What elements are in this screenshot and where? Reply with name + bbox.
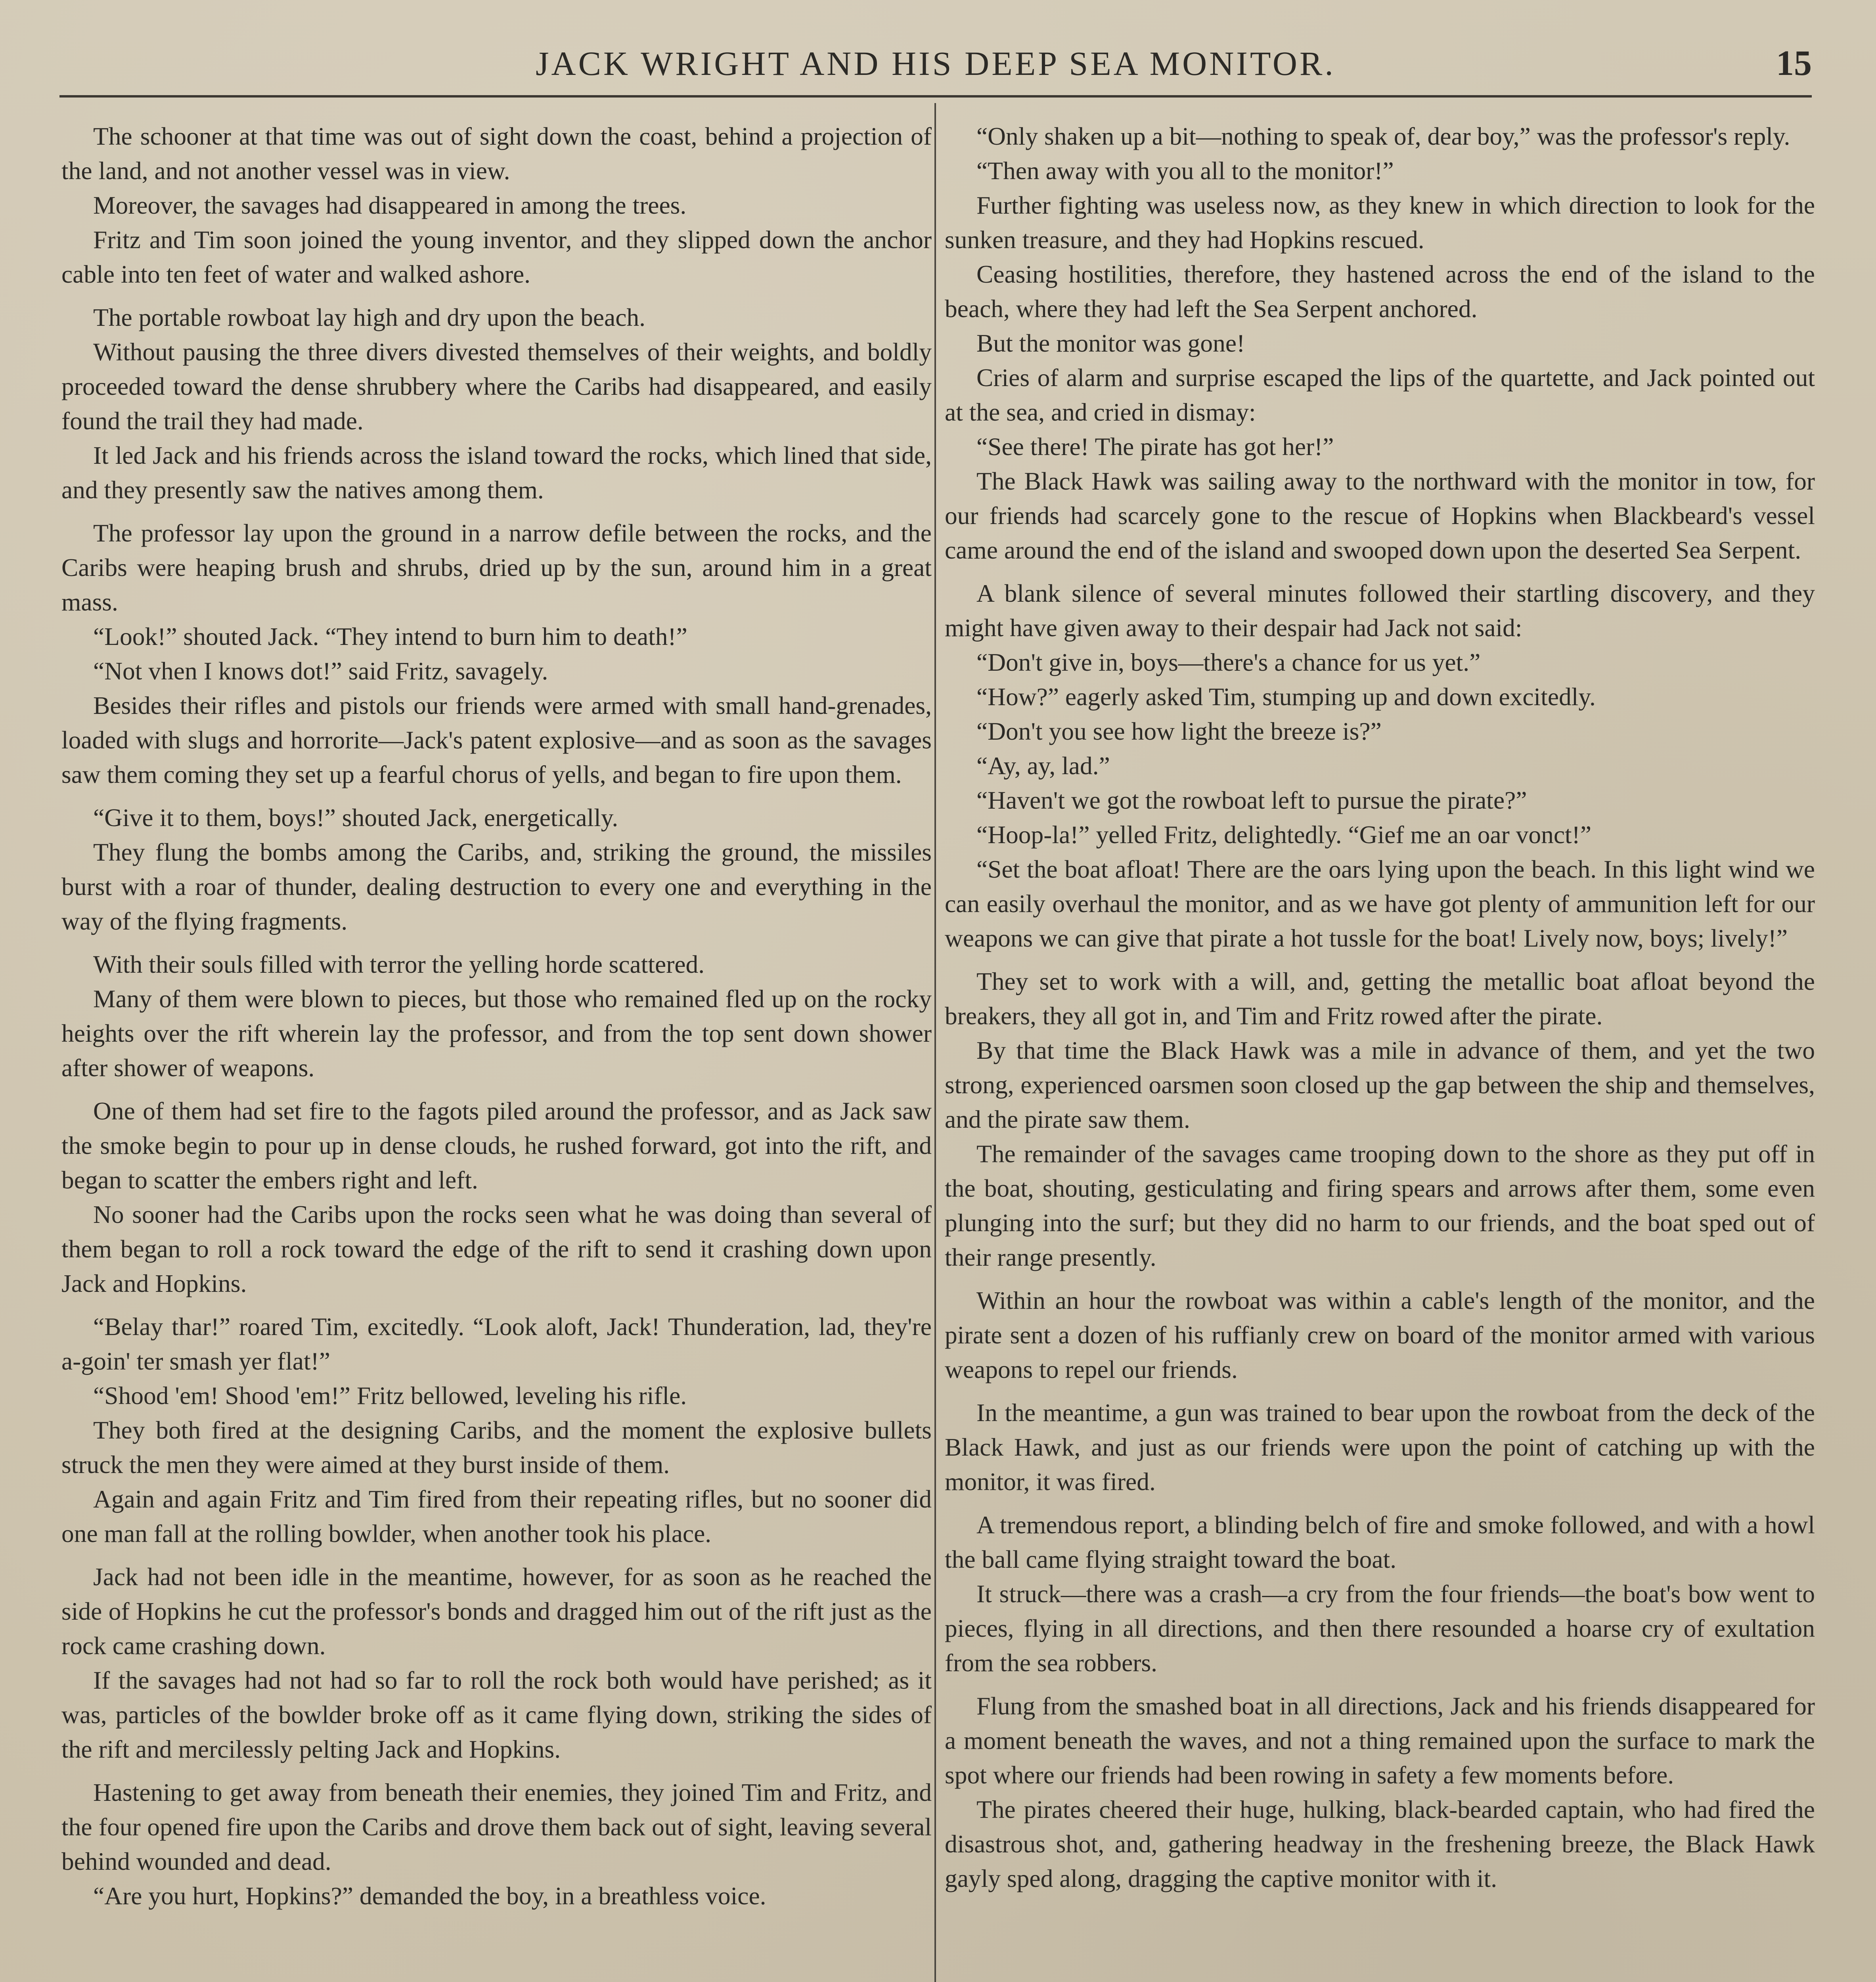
paragraph: Flung from the smashed boat in all directions, Jack and his friends disappeared for a moment beneath the waves, and not a thing remained upon the surface to mark the spot where our friends had been rowing in safety a few moments before. [945,1692,1815,1789]
paragraph: The remainder of the savages came trooping down to the shore as they put off in the boat, shouting, gesticulating and firing spears and arrows after them, some even plunging into the surf; but they did no harm to our friends, and the boat sped out of their range presently. [945,1140,1815,1271]
page-number: 15 [1776,44,1812,83]
paragraph: Ceasing hostilities, therefore, they hastened across the end of the island to the beach, where they had left the Sea Serpent anchored. [945,260,1815,323]
paragraph: The pirates cheered their huge, hulking, black-bearded captain, who had fired the disastrous shot, and, gathering headway in the freshening breeze, the Black Hawk gayly sped along, dragging the captive monitor with it. [945,1795,1815,1892]
paragraph: In the meantime, a gun was trained to bear upon the rowboat from the deck of the Black Hawk, and just as our friends were upon the point of catching up with the monitor, it was fired. [945,1398,1815,1496]
paragraph: By that time the Black Hawk was a mile in advance of them, and yet the two strong, experienced oarsmen soon closed up the gap between the ship and themselves, and the pirate saw them. [945,1036,1815,1133]
paragraph: “Look!” shouted Jack. “They intend to burn him to death!” [93,622,687,650]
paragraph: The professor lay upon the ground in a narrow defile between the rocks, and the Caribs were heaping brush and shrubs, dried up by the sun, around him in a great mass. [61,519,932,616]
paragraph: They flung the bombs among the Caribs, and, striking the ground, the missiles burst with a roar of thunder, dealing destruction to every one and everything in the way of the flying fragments. [61,838,932,935]
right-column [945,119,1815,1982]
column-divider [934,103,936,1982]
paragraph: “Give it to them, boys!” shouted Jack, energetically. [93,804,618,832]
paragraph: “See there! The pirate has got her!” [976,432,1334,461]
paragraph: They both fired at the designing Caribs, and the moment the explosive bullets struck the men they were aimed at they burst inside of them. [61,1416,932,1479]
paragraph: Many of them were blown to pieces, but those who remained fled up on the rocky heights over the rift wherein lay the professor, and from the top sent down shower after shower of weapons. [61,985,932,1082]
paragraph: “Don't give in, boys—there's a chance for us yet.” [976,648,1481,676]
paragraph: Moreover, the savages had disappeared in among the trees. [93,191,687,219]
paragraph: “Haven't we got the rowboat left to pursue the pirate?” [976,786,1527,814]
paragraph: If the savages had not had so far to roll the rock both would have perished; as it was, particles of the bowlder broke off as it came flying down, striking the sides of the rift and mercilessly pelting Jack and Hopkins. [61,1666,932,1763]
paragraph: “Hoop-la!” yelled Fritz, delightedly. “Gief me an oar vonct!” [976,821,1592,849]
paragraph: The schooner at that time was out of sight down the coast, behind a projection of the land, and not another vessel was in view. [61,122,932,185]
paragraph: But the monitor was gone! [976,329,1245,357]
paragraph: “Belay thar!” roared Tim, excitedly. “Look aloft, Jack! Thunderation, lad, they're a-goin' ter smash yer flat!” [61,1312,932,1375]
paragraph: It struck—there was a crash—a cry from the four friends—the boat's bow went to pieces, flying in all directions, and then there resounded a hoarse cry of exultation from the sea robbers. [945,1580,1815,1677]
paragraph: “Only shaken up a bit—nothing to speak of, dear boy,” was the professor's reply. [976,122,1790,150]
paragraph: A blank silence of several minutes followed their startling discovery, and they might have given away to their despair had Jack not said: [945,579,1815,642]
paragraph: “Set the boat afloat! There are the oars lying upon the beach. In this light wind we can easily overhaul the monitor, and as we have got plenty of ammunition left for our weapons we can give that pirate a hot tussle for the boat! Lively now, boys; lively!” [945,855,1815,952]
paragraph: Jack had not been idle in the meantime, however, for as soon as he reached the side of Hopkins he cut the professor's bonds and dragged him out of the rift just as the rock came crashing down. [61,1563,932,1660]
paragraph: The portable rowboat lay high and dry upon the beach. [93,303,646,331]
running-title: JACK WRIGHT AND HIS DEEP SEA MONITOR. [536,44,1336,82]
paragraph: Without pausing the three divers divested themselves of their weights, and boldly proceeded toward the dense shrubbery where the Caribs had disappeared, and easily found the trail they had made. [61,338,932,435]
paragraph: Cries of alarm and surprise escaped the lips of the quartette, and Jack pointed out at the sea, and cried in dismay: [945,363,1815,426]
paragraph: Fritz and Tim soon joined the young inventor, and they slipped down the anchor cable into ten feet of water and walked ashore. [61,226,932,288]
left-column [61,119,932,1982]
paragraph: Within an hour the rowboat was within a cable's length of the monitor, and the pirate sent a dozen of his ruffianly crew on board of the monitor armed with various weapons to repel our friends. [945,1286,1815,1383]
paragraph: One of them had set fire to the fagots piled around the professor, and as Jack saw the smoke begin to pour up in dense clouds, he rushed forward, got into the rift, and began to scatter the embers right and left. [61,1097,932,1194]
paragraph: “Shood 'em! Shood 'em!” Fritz bellowed, leveling his rifle. [93,1381,687,1410]
paragraph: It led Jack and his friends across the island toward the rocks, which lined that side, and they presently saw the natives among them. [61,441,932,504]
paragraph: “Then away with you all to the monitor!” [976,157,1394,185]
page-header [59,36,1812,98]
paragraph: Hastening to get away from beneath their enemies, they joined Tim and Fritz, and the four opened fire upon the Caribs and drove them back out of sight, leaving several behind wounded and dead. [61,1778,932,1875]
paragraph: “Are you hurt, Hopkins?” demanded the boy, in a breathless voice. [93,1882,766,1910]
paragraph: Further fighting was useless now, as they knew in which direction to look for the sunken treasure, and they had Hopkins rescued. [945,191,1815,254]
paragraph: Besides their rifles and pistols our friends were armed with small hand-grenades, loaded with slugs and horrorite—Jack's patent explosive—and as soon as the savages saw them coming they set up a fearful chorus of yells, and began to fire upon them. [61,691,932,788]
paragraph: No sooner had the Caribs upon the rocks seen what he was doing than several of them began to roll a rock toward the edge of the rift to send it crashing down upon Jack and Hopkins. [61,1200,932,1297]
paragraph: Again and again Fritz and Tim fired from their repeating rifles, but no sooner did one man fall at the rolling bowlder, when another took his place. [61,1485,932,1548]
paragraph: “Ay, ay, lad.” [976,752,1110,780]
paragraph: “Don't you see how light the breeze is?” [976,717,1382,745]
paragraph: “How?” eagerly asked Tim, stumping up and down excitedly. [976,683,1596,711]
paragraph: With their souls filled with terror the yelling horde scattered. [93,950,705,978]
paragraph: They set to work with a will, and, getting the metallic boat afloat beyond the breakers, they all got in, and Tim and Fritz rowed after the pirate. [945,967,1815,1030]
paragraph: The Black Hawk was sailing away to the northward with the monitor in tow, for our friends had scarcely gone to the rescue of Hopkins when Blackbeard's vessel came around the end of the island and swooped down upon the deserted Sea Serpent. [945,467,1815,564]
paragraph: A tremendous report, a blinding belch of fire and smoke followed, and with a howl the ball came flying straight toward the boat. [945,1511,1815,1573]
paragraph: “Not vhen I knows dot!” said Fritz, savagely. [93,657,548,685]
